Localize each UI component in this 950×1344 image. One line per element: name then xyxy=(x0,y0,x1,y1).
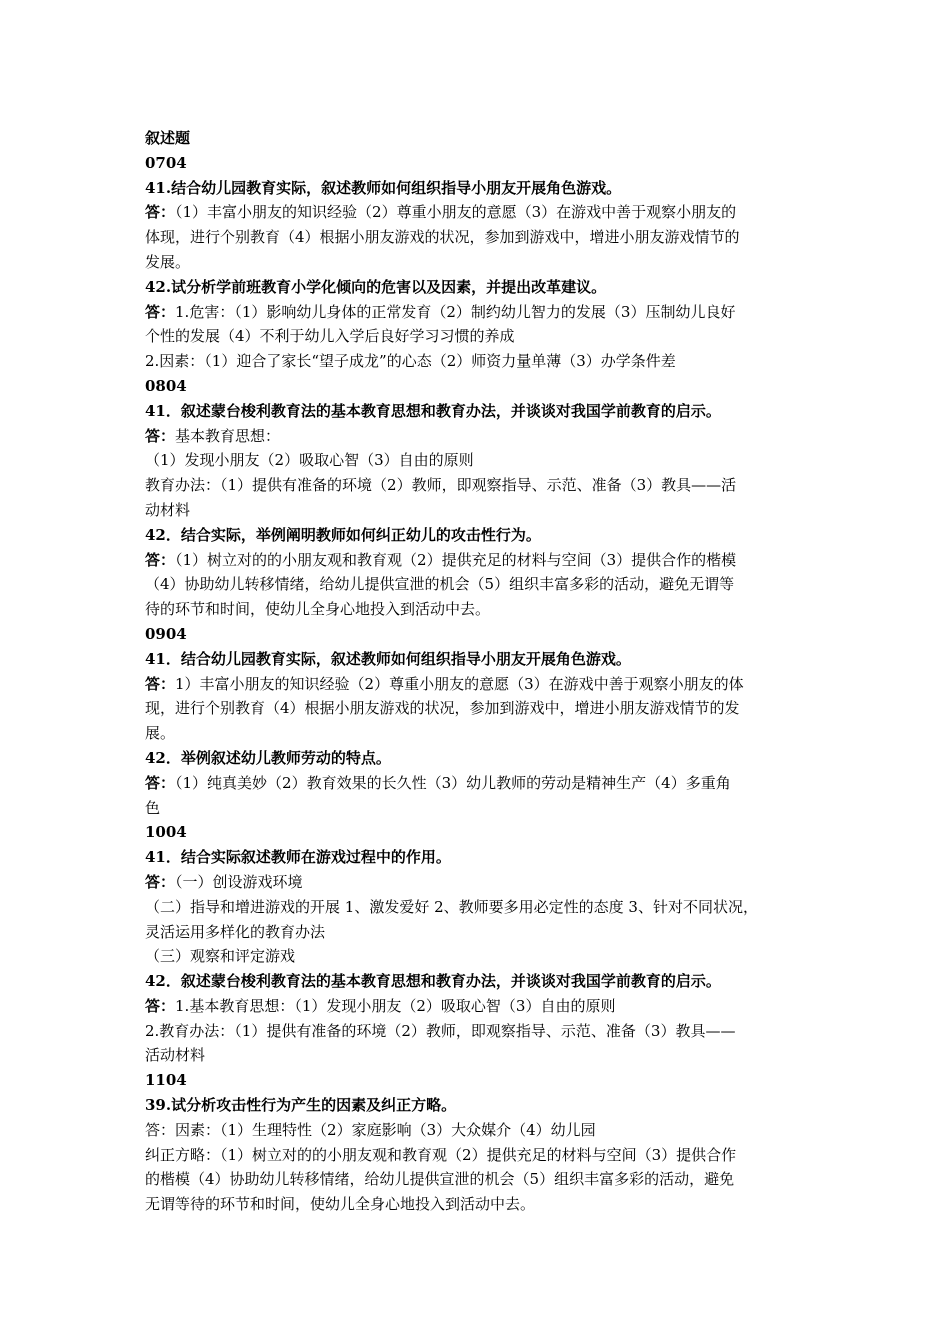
line-text: 叙述题 xyxy=(145,129,191,147)
line-text: 个性的发展（4）不利于幼儿入学后良好学习习惯的养成 xyxy=(145,327,515,346)
answer-label: 答： xyxy=(145,872,176,891)
line-text: （1）发现小朋友（2）吸取心智（3）自由的原则 xyxy=(145,451,474,470)
answer-label: 答： xyxy=(145,996,176,1015)
text-line xyxy=(145,250,813,275)
line-text: 色 xyxy=(145,798,161,817)
heading-line xyxy=(145,374,813,399)
answer-label: 答： xyxy=(145,203,176,222)
line-text: （1）丰富小朋友的知识经验（2）尊重小朋友的意愿（3）在游戏中善于观察小朋友的 xyxy=(175,203,737,222)
answer-label: 答： xyxy=(145,426,176,445)
line-text: 0704 xyxy=(145,153,187,172)
line-text: 基本教育思想： xyxy=(175,426,281,445)
line-text: 2.因素：（1）迎合了家长“望子成龙”的心态（2）师资力量单薄（3）办学条件差 xyxy=(145,352,676,371)
line-text: 42．结合实际，举例阐明教师如何纠正幼儿的攻击性行为。 xyxy=(145,525,541,544)
heading-line xyxy=(145,523,813,548)
text-line xyxy=(145,200,813,225)
text-line xyxy=(145,895,813,920)
heading-line xyxy=(145,845,813,870)
line-text: 的楷模（4）协助幼儿转移情绪，给幼儿提供宣泄的机会（5）组织丰富多彩的活动，避免 xyxy=(145,1170,735,1189)
text-line xyxy=(145,1043,813,1068)
line-text: 教育办法：（1）提供有准备的环境（2）教师，即观察指导、示范、准备（3）教具——活 xyxy=(145,476,737,495)
answer-label: 答： xyxy=(145,773,176,792)
text-line xyxy=(145,448,813,473)
line-text: 42．叙述蒙台梭利教育法的基本教育思想和教育办法，并谈谈对我国学前教育的启示。 xyxy=(145,972,721,991)
heading-line xyxy=(145,647,813,672)
text-line xyxy=(145,597,813,622)
text-line xyxy=(145,498,813,523)
line-text: 41．叙述蒙台梭利教育法的基本教育思想和教育办法，并谈谈对我国学前教育的启示。 xyxy=(145,401,721,420)
text-line xyxy=(145,324,813,349)
line-text: 0904 xyxy=(145,624,187,643)
line-text: 灵活运用多样化的教育办法 xyxy=(145,922,326,941)
line-text: 现，进行个别教育（4）根据小朋友游戏的状况，参加到游戏中，增进小朋友游戏情节的发 xyxy=(145,699,740,718)
line-text: 41．结合幼儿园教育实际，叙述教师如何组织指导小朋友开展角色游戏。 xyxy=(145,649,631,668)
line-text: 1004 xyxy=(145,823,187,842)
line-text: 1.危害：（1）影响幼儿身体的正常发育（2）制约幼儿智力的发展（3）压制幼儿良好 xyxy=(175,302,736,321)
text-line xyxy=(145,548,813,573)
line-text: （1）纯真美妙（2）教育效果的长久性（3）幼儿教师的劳动是精神生产（4）多重角 xyxy=(175,773,731,792)
text-line xyxy=(145,349,813,374)
answer-label: 答： xyxy=(145,302,176,321)
text-line xyxy=(145,920,813,945)
text-line xyxy=(145,696,813,721)
text-line xyxy=(145,1019,813,1044)
heading-line xyxy=(145,1093,813,1118)
text-line xyxy=(145,771,813,796)
line-text: 39.试分析攻击性行为产生的因素及纠正方略。 xyxy=(145,1096,457,1115)
heading-line xyxy=(145,151,813,176)
answer-label: 答： xyxy=(145,674,176,693)
line-text: 42.试分析学前班教育小学化倾向的危害以及因素，并提出改革建议。 xyxy=(145,277,607,296)
text-line xyxy=(145,796,813,821)
line-text: （三）观察和评定游戏 xyxy=(145,947,296,966)
heading-line xyxy=(145,969,813,994)
line-text: 1.基本教育思想：（1）发现小朋友（2）吸取心智（3）自由的原则 xyxy=(175,996,616,1015)
line-text: 41.结合幼儿园教育实际，叙述教师如何组织指导小朋友开展角色游戏。 xyxy=(145,178,622,197)
heading-line xyxy=(145,275,813,300)
heading-line xyxy=(145,176,813,201)
text-line xyxy=(145,672,813,697)
heading-line xyxy=(145,746,813,771)
line-text: 动材料 xyxy=(145,500,191,519)
text-line xyxy=(145,994,813,1019)
line-text: 2.教育办法：（1）提供有准备的环境（2）教师，即观察指导、示范、准备（3）教具—— xyxy=(145,1021,736,1040)
line-text: 1104 xyxy=(145,1071,187,1090)
line-text: 待的环节和时间，使幼儿全身心地投入到活动中去。 xyxy=(145,600,491,619)
text-line xyxy=(145,1192,813,1217)
line-text: 0804 xyxy=(145,376,187,395)
text-line xyxy=(145,721,813,746)
text-line xyxy=(145,1118,813,1143)
text-line xyxy=(145,424,813,449)
heading-line xyxy=(145,399,813,424)
text-line xyxy=(145,1167,813,1192)
line-text: 展。 xyxy=(145,724,176,743)
text-line xyxy=(145,572,813,597)
line-text: 42．举例叙述幼儿教师劳动的特点。 xyxy=(145,748,391,767)
heading-line xyxy=(145,820,813,845)
text-line xyxy=(145,870,813,895)
line-text: 1）丰富小朋友的知识经验（2）尊重小朋友的意愿（3）在游戏中善于观察小朋友的体 xyxy=(175,674,744,693)
line-text: 体现，进行个别教育（4）根据小朋友游戏的状况，参加到游戏中，增进小朋友游戏情节的 xyxy=(145,228,740,247)
line-text: 活动材料 xyxy=(145,1046,206,1065)
text-line xyxy=(145,225,813,250)
heading-line xyxy=(145,126,813,151)
text-line xyxy=(145,473,813,498)
line-text: 答：因素：（1）生理特性（2）家庭影响（3）大众媒介（4）幼儿园 xyxy=(145,1120,596,1139)
text-line xyxy=(145,300,813,325)
line-text: 41．结合实际叙述教师在游戏过程中的作用。 xyxy=(145,848,451,867)
text-line xyxy=(145,944,813,969)
line-text: （4）协助幼儿转移情绪，给幼儿提供宣泄的机会（5）组织丰富多彩的活动，避免无谓等 xyxy=(145,575,735,594)
line-text: （二）指导和增进游戏的开展 1、激发爱好 2、教师要多用必定性的态度 3、针对不同状况， xyxy=(145,897,758,916)
line-text: （1）树立对的的小朋友观和教育观（2）提供充足的材料与空间（3）提供合作的楷模 xyxy=(175,550,737,569)
document-page xyxy=(145,126,813,1217)
heading-line xyxy=(145,622,813,647)
text-line xyxy=(145,1143,813,1168)
heading-line xyxy=(145,1068,813,1093)
line-text: 发展。 xyxy=(145,252,191,271)
line-text: 纠正方略：（1）树立对的的小朋友观和教育观（2）提供充足的材料与空间（3）提供合作 xyxy=(145,1145,737,1164)
answer-label: 答： xyxy=(145,550,176,569)
line-text: （一）创设游戏环境 xyxy=(175,872,303,891)
line-text: 无谓等待的环节和时间，使幼儿全身心地投入到活动中去。 xyxy=(145,1195,536,1214)
